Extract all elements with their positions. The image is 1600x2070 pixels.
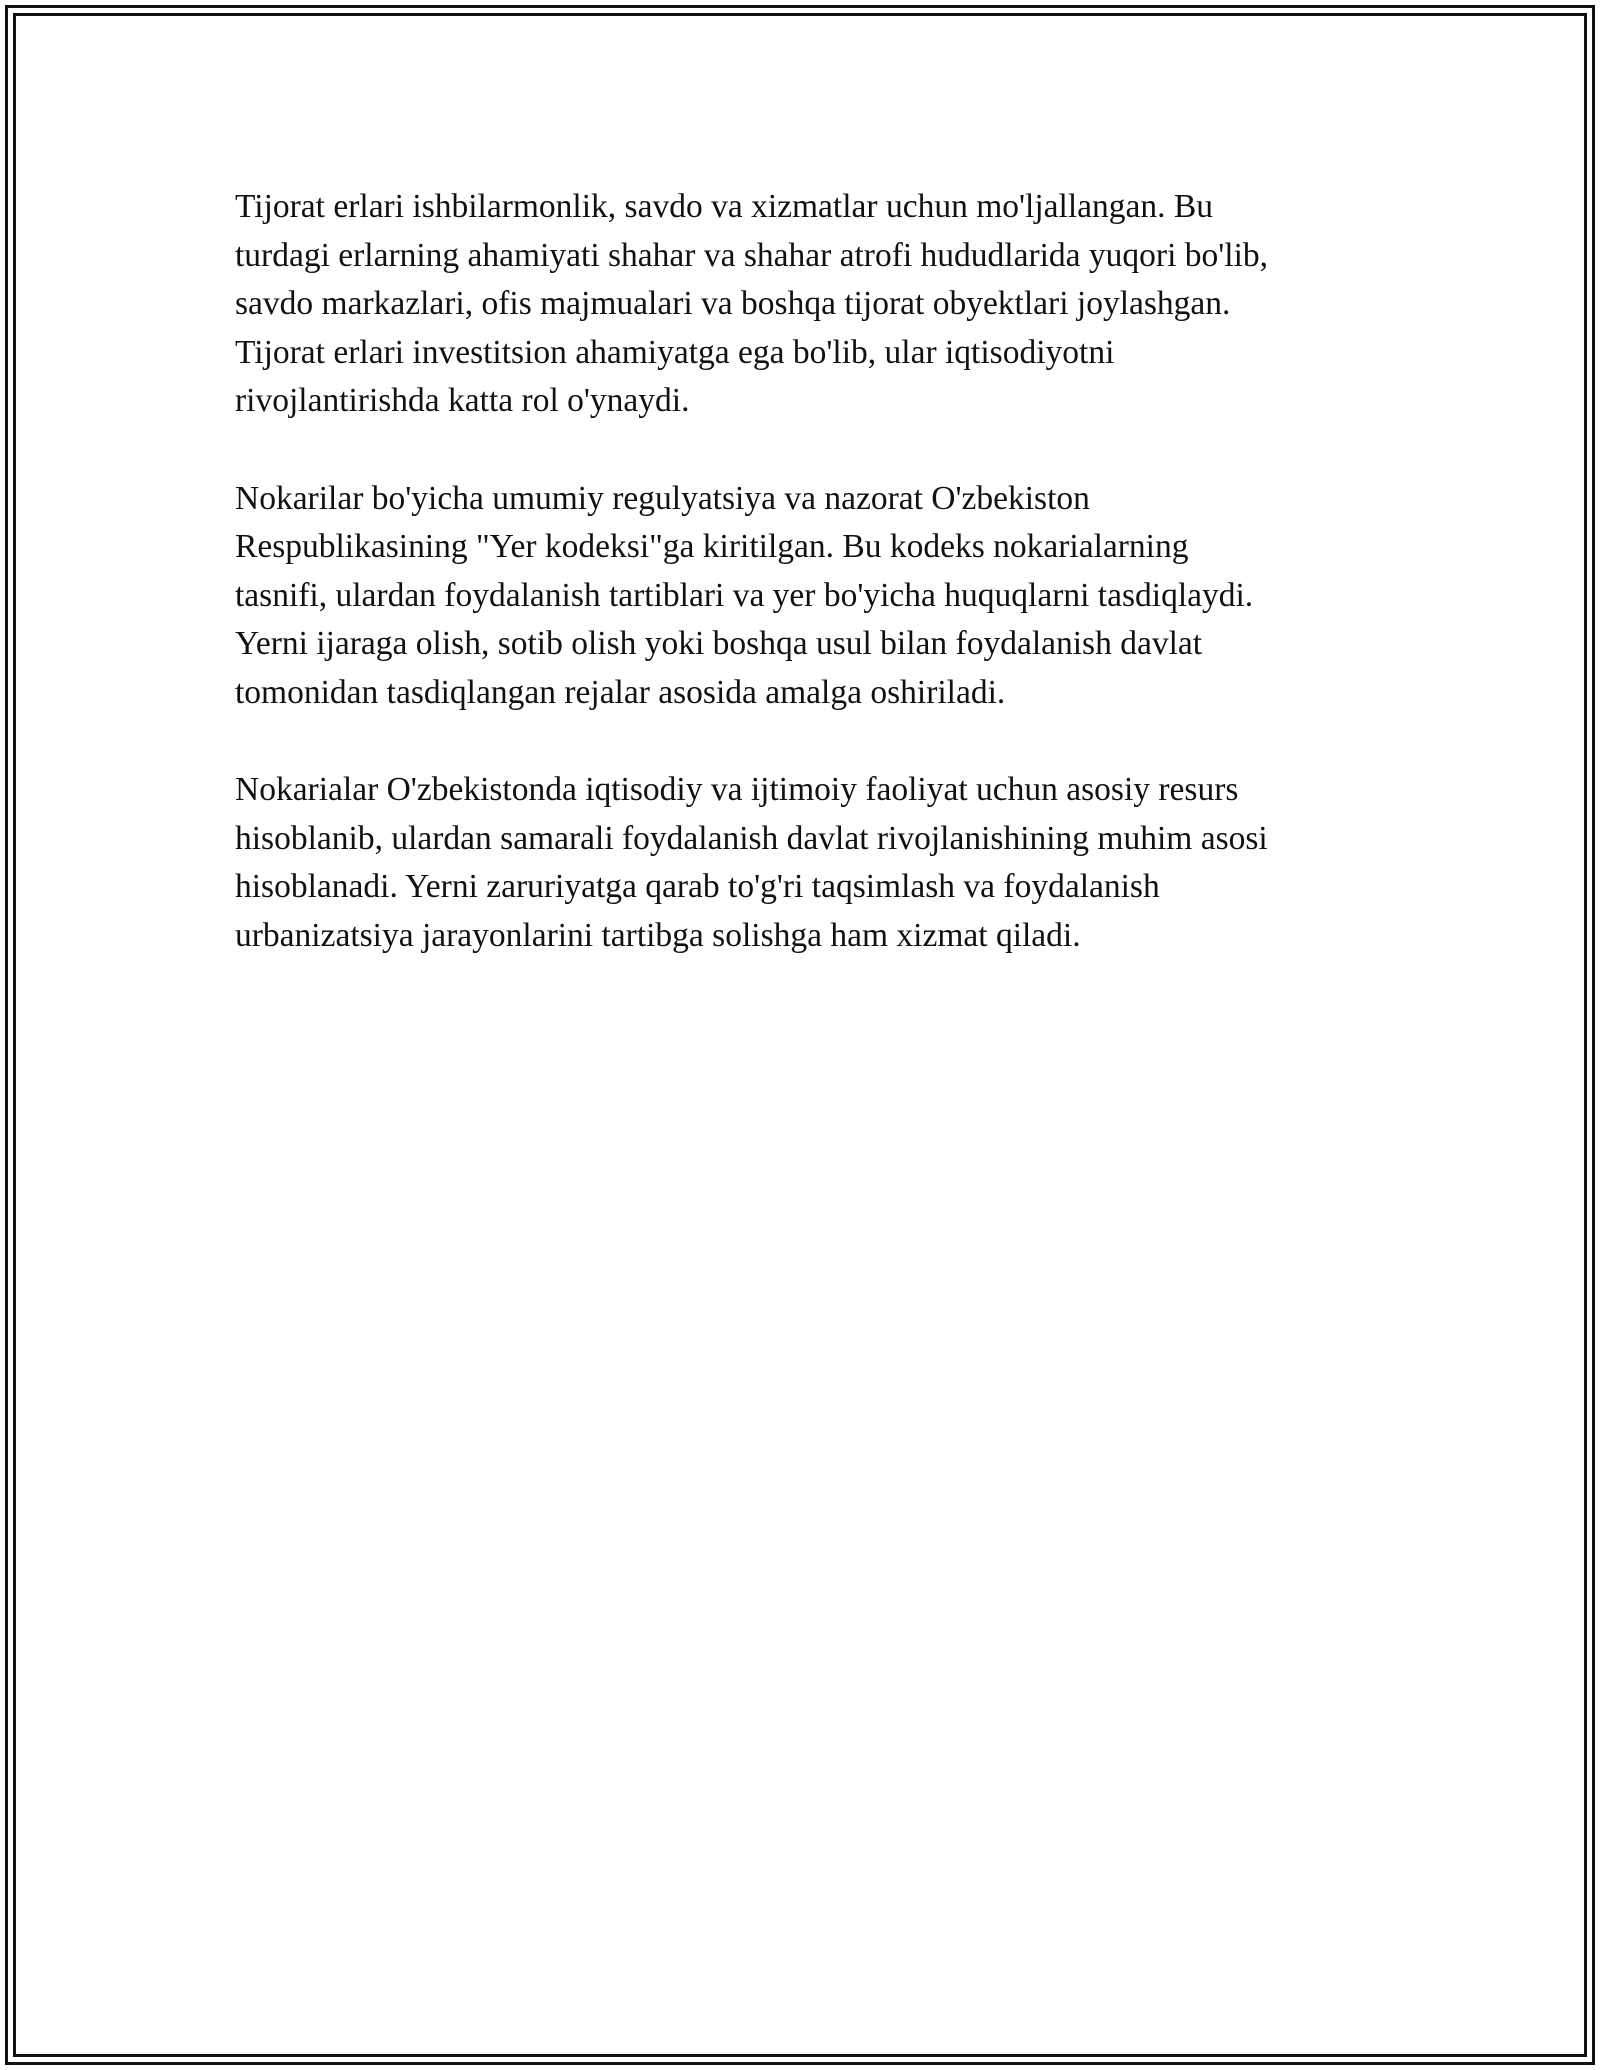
text-line: turdagi erlarning ahamiyati shahar va shahar atrofi hududlarida yuqori bo'lib,: [235, 236, 1269, 274]
text-line: tomonidan tasdiqlangan rejalar asosida amalga oshiriladi.: [235, 673, 1006, 711]
paragraph-3: [235, 766, 1385, 960]
text-line: savdo markazlari, ofis majmualari va boshqa tijorat obyektlari joylashgan.: [235, 285, 1231, 323]
text-line: rivojlantirishda katta rol o'ynaydi.: [235, 382, 690, 420]
text-line: Tijorat erlari ishbilarmonlik, savdo va xizmatlar uchun mo'ljallangan. Bu: [235, 188, 1213, 225]
paragraph-1: [235, 183, 1385, 426]
text-line: Tijorat erlari investitsion ahamiyatga ega bo'lib, ular iqtisodiyotni: [235, 333, 1115, 371]
text-line: tasnifi, ulardan foydalanish tartiblari va yer bo'yicha huquqlarni tasdiqlaydi.: [235, 576, 1254, 614]
text-line: Yerni ijaraga olish, sotib olish yoki boshqa usul bilan foydalanish davlat: [235, 625, 1203, 663]
text-line: hisoblanadi. Yerni zaruriyatga qarab to'g'ri taqsimlash va foydalanish: [235, 868, 1160, 906]
paragraph-2: [235, 475, 1385, 718]
text-line: Nokarialar O'zbekistonda iqtisodiy va ijtimoiy faoliyat uchun asosiy resurs: [235, 771, 1239, 809]
text-line: Respublikasining "Yer kodeksi"ga kiritilgan. Bu kodeks nokarialarning: [235, 528, 1189, 566]
document-body: [235, 183, 1385, 1009]
text-line: urbanizatsiya jarayonlarini tartibga solishga ham xizmat qiladi.: [235, 916, 1081, 954]
text-line: Nokarilar bo'yicha umumiy regulyatsiya va nazorat O'zbekiston: [235, 479, 1090, 517]
text-line: hisoblanib, ulardan samarali foydalanish davlat rivojlanishining muhim asosi: [235, 819, 1268, 857]
